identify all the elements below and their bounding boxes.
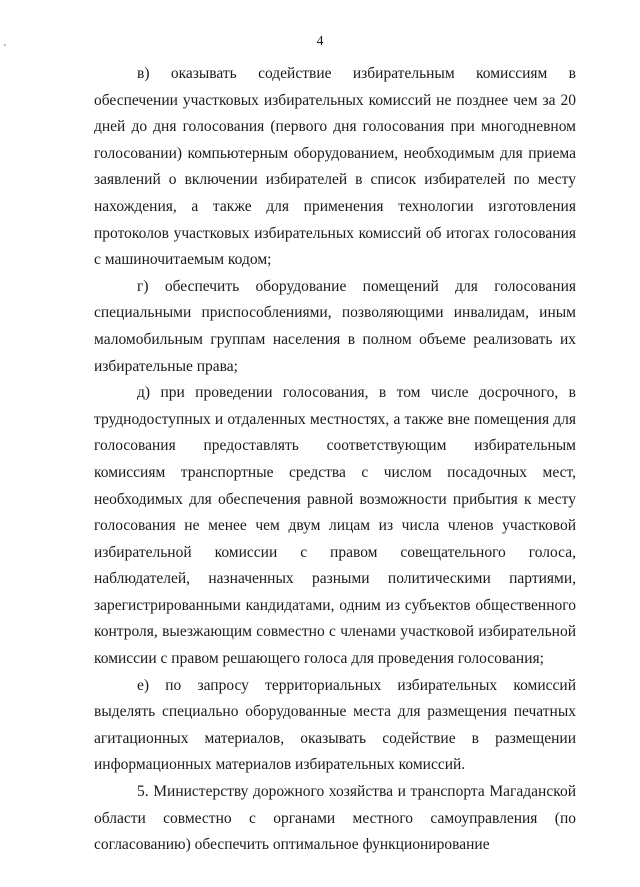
page-number: 4 [316, 34, 324, 49]
paragraph-5: 5. Министерству дорожного хозяйства и транспорта Магаданской области совместно с органами местного самоуправления (по согласованию) обеспечить оптимальное функционирование [94, 783, 576, 854]
document-body [94, 61, 576, 859]
paragraph-d: д) при проведении голосования, в том числе досрочного, в труднодоступных и отдаленных местностях, а также вне помещения для голосования предоставлять соответствующим избирательным комиссиям транспортные средства с числом посадочных мест, необходимых для обеспечения равной возможности прибытия к месту голосования не менее чем двум лицам из числа членов участковой избирательной комиссии с правом совещательного голоса, наблюдателей, назначенных разными политическими партиями, зарегистрированными кандидатами, одним из субъектов общественного контроля, выезжающим совместно с членами участковой избирательной комиссии с правом решающего голоса для проведения голосования; [94, 384, 576, 668]
paragraph-v: в) оказывать содействие избирательным комиссиям в обеспечении участковых избирательных комиссий не позднее чем за 20 дней до дня голосования (первого дня голосования при многодневном голосовании) компьютерным оборудованием, необходимым для приема заявлений о включении избирателей в список избирателей по месту нахождения, а также для применения технологии изготовления протоколов участковых избирательных комиссий об итогах голосования с машиночитаемым кодом; [94, 65, 576, 269]
paragraph-e: е) по запросу территориальных избирательных комиссий выделять специально оборудованные места для размещения печатных агитационных материалов, оказывать содействие в размещении информационных материалов избирательных комиссий. [94, 676, 576, 774]
paragraph-g: г) обеспечить оборудование помещений для голосования специальными приспособлениями, позволяющими инвалидам, иным маломобильным группам населения в полном объеме реализовать их избирательные права; [94, 277, 576, 375]
